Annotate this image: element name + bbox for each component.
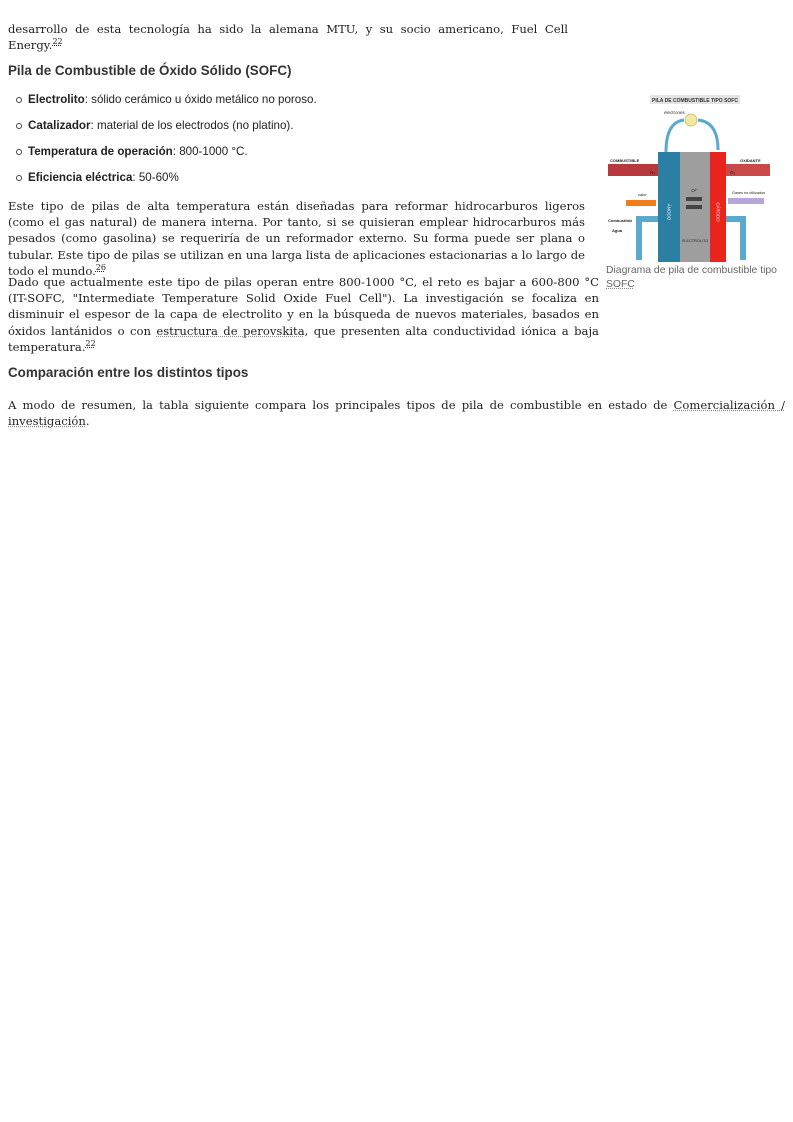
sofc-link[interactable]: SOFC (606, 279, 635, 290)
ion-arrow (686, 197, 702, 201)
fuel-gas-label: H₂ (650, 170, 655, 175)
heat-label: calor (638, 192, 647, 197)
anode-label: ÁNODO (666, 203, 672, 221)
reference-26[interactable]: 26 (95, 262, 106, 272)
sofc-paragraph-2: Dado que actualmente este tipo de pilas operan entre 800-1000 °C, el reto es bajar a 600-800 °C (IT-SOFC, "Intermediate Temperature Solid Oxide Fuel Cell"). La investigación se focaliza en disminuir el espesor de la capa de electrolito y en la búsqueda de nuevos materiales, basados en óxidos lantánidos o con estructura de perovskita, que presenten alta conductividad iónica a baja temperatura.$^{22}$ (8, 275, 599, 354)
heat-arrow (626, 200, 656, 206)
sofc-diagram[interactable] (606, 92, 772, 262)
reference-22[interactable]: 22 (52, 37, 63, 47)
sofc-properties-list (8, 92, 568, 196)
diagram-title: PILA DE COMBUSTIBLE TIPO SOFC (652, 98, 738, 104)
section-heading-comparison: Comparación entre los distintos tipos (8, 365, 249, 380)
bullet-icon (16, 97, 22, 103)
ion-arrow (686, 205, 702, 209)
reference-22[interactable]: 22 (85, 338, 96, 348)
figure-caption: Diagrama de pila de combustible tipo SOFC (606, 265, 777, 290)
oxidant-gas-label: O₂ (730, 170, 736, 175)
list-item: Temperatura de operación: 800-1000 °C. (8, 144, 568, 170)
list-item: Electrolito: sólido cerámico u óxido metálico no poroso. (8, 92, 568, 118)
exhaust-arrow (728, 198, 764, 204)
oxidant-in-label: OXIDANTE (740, 158, 761, 163)
intro-paragraph (8, 21, 568, 53)
intro-text: desarrollo de esta tecnología ha sido la alemana MTU, y su socio americano, Fuel Cell Energy. (8, 22, 568, 53)
exhaust-label: Gases no utilizados (732, 191, 766, 195)
ion-label: O²⁻ (691, 188, 699, 193)
comparison-paragraph: A modo de resumen, la tabla siguiente compara los principales tipos de pila de combustible en estado de Comercialización / investigación. (8, 398, 785, 429)
sofc-paragraph-1: Este tipo de pilas de alta temperatura están diseñadas para reformar hidrocarburos ligeros (como el gas natural) de manera interna. Por tanto, si se quisieran emplear hidrocarburos más pesados (como gasolina) se requeriría de un reformador externo. Su forma puede ser plana o tubular. Este tipo de pilas se utilizan en una larga lista de aplicaciones estacionarias a lo largo de todo el mundo.$^{26}$ (8, 199, 585, 278)
section-heading-sofc: Pila de Combustible de Óxido Sólido (SOFC) (8, 63, 292, 78)
lightbulb-icon (685, 114, 697, 126)
bullet-icon (16, 175, 22, 181)
fuel-out-label: Combustible (608, 218, 633, 223)
perovskite-link[interactable]: estructura de perovskita (156, 323, 305, 338)
sofc-figure (606, 92, 784, 292)
electrons-label: electrones (664, 110, 685, 115)
bullet-icon (16, 149, 22, 155)
water-out-label: Agua (612, 228, 622, 233)
list-item: Eficiencia eléctrica: 50-60% (8, 170, 568, 196)
list-item: Catalizador: material de los electrodos (no platino). (8, 118, 568, 144)
electrolyte-label: ELECTROLITO (681, 239, 709, 243)
commercialization-link[interactable]: Comercialización / investigación (8, 398, 785, 429)
bullet-icon (16, 123, 22, 129)
cathode-label: CÁTODO (715, 202, 721, 222)
fuel-in-label: COMBUSTIBLE (610, 158, 640, 163)
